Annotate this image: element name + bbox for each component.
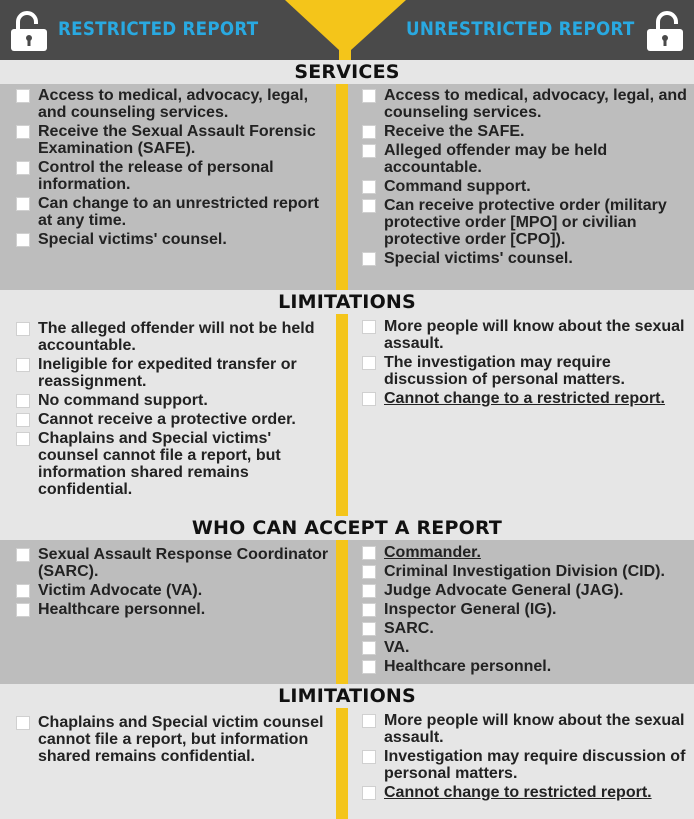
section-title-limitations-2: LIMITATIONS — [278, 685, 416, 707]
list-item: Access to medical, advocacy, legal, and counseling services. — [14, 87, 332, 121]
limitations-2-unrestricted-list — [360, 712, 692, 803]
open-lock-icon — [644, 10, 686, 52]
list-item: Special victims' counsel. — [360, 250, 692, 267]
list-item: Special victims' counsel. — [14, 231, 332, 248]
list-item: Chaplains and Special victim counsel cannot file a report, but information shared remains confidential. — [14, 714, 332, 765]
list-item: More people will know about the sexual assault. — [360, 712, 692, 746]
checkbox-icon — [362, 584, 376, 598]
checkbox-icon — [362, 392, 376, 406]
checkbox-icon — [362, 356, 376, 370]
who-can-accept-unrestricted-list — [360, 544, 692, 677]
list-item: Cannot change to a restricted report. — [360, 390, 692, 407]
list-item: Access to medical, advocacy, legal, and counseling services. — [360, 87, 692, 121]
services-restricted-list — [14, 87, 332, 250]
list-item: Can receive protective order (military protective order [MPO] or civilian protective order [CPO]). — [360, 197, 692, 248]
list-item: Judge Advocate General (JAG). — [360, 582, 692, 599]
checkbox-icon — [16, 197, 30, 211]
list-item: Receive the SAFE. — [360, 123, 692, 140]
list-item: Victim Advocate (VA). — [14, 582, 332, 599]
list-item: More people will know about the sexual assault. — [360, 318, 692, 352]
checkbox-icon — [362, 320, 376, 334]
list-item: Commander. — [360, 544, 692, 561]
list-item: Can change to an unrestricted report at any time. — [14, 195, 332, 229]
checkbox-icon — [362, 125, 376, 139]
list-item: Cannot receive a protective order. — [14, 411, 332, 428]
checkbox-icon — [16, 394, 30, 408]
list-item: Investigation may require discussion of personal matters. — [360, 748, 692, 782]
list-item: No command support. — [14, 392, 332, 409]
checkbox-icon — [16, 584, 30, 598]
limitations-2-restricted-list — [14, 714, 332, 767]
list-item: Cannot change to restricted report. — [360, 784, 692, 801]
checkbox-icon — [16, 233, 30, 247]
checkbox-icon — [362, 622, 376, 636]
list-item: Inspector General (IG). — [360, 601, 692, 618]
who-can-accept-restricted-list — [14, 546, 332, 620]
checkbox-icon — [16, 322, 30, 336]
checkbox-icon — [362, 750, 376, 764]
checkbox-icon — [362, 714, 376, 728]
list-item: Chaplains and Special victims' counsel cannot file a report, but information shared remains confidential. — [14, 430, 332, 498]
limitations-restricted-list — [14, 320, 332, 500]
list-item: Criminal Investigation Division (CID). — [360, 563, 692, 580]
checkbox-icon — [16, 603, 30, 617]
open-lock-icon — [8, 10, 50, 52]
list-item: Command support. — [360, 178, 692, 195]
checkbox-icon — [362, 660, 376, 674]
checkbox-icon — [362, 546, 376, 560]
list-item: Receive the Sexual Assault Forensic Examination (SAFE). — [14, 123, 332, 157]
checkbox-icon — [16, 432, 30, 446]
checkbox-icon — [16, 413, 30, 427]
checkbox-icon — [362, 603, 376, 617]
checkbox-icon — [362, 641, 376, 655]
section-title-who-can-accept: WHO CAN ACCEPT A REPORT — [191, 517, 503, 539]
list-item: Healthcare personnel. — [360, 658, 692, 675]
checkbox-icon — [362, 144, 376, 158]
services-unrestricted-list — [360, 87, 692, 269]
checkbox-icon — [16, 358, 30, 372]
list-item: The investigation may require discussion of personal matters. — [360, 354, 692, 388]
checkbox-icon — [362, 786, 376, 800]
restricted-report-title: RESTRICTED REPORT — [58, 18, 259, 40]
checkbox-icon — [16, 89, 30, 103]
checkbox-icon — [16, 125, 30, 139]
list-item: Sexual Assault Response Coordinator (SARC). — [14, 546, 332, 580]
checkbox-icon — [362, 252, 376, 266]
section-title-services: SERVICES — [294, 61, 400, 83]
checkbox-icon — [362, 565, 376, 579]
checkbox-icon — [362, 199, 376, 213]
section-title-limitations: LIMITATIONS — [278, 291, 416, 313]
unrestricted-report-title: UNRESTRICTED REPORT — [406, 18, 635, 40]
checkbox-icon — [16, 548, 30, 562]
checkbox-icon — [16, 161, 30, 175]
list-item: SARC. — [360, 620, 692, 637]
list-item: Healthcare personnel. — [14, 601, 332, 618]
limitations-unrestricted-list — [360, 318, 692, 409]
list-item: Control the release of personal information. — [14, 159, 332, 193]
list-item: VA. — [360, 639, 692, 656]
checkbox-icon — [362, 180, 376, 194]
checkbox-icon — [362, 89, 376, 103]
checkbox-icon — [16, 716, 30, 730]
list-item: Alleged offender may be held accountable. — [360, 142, 692, 176]
list-item: Ineligible for expedited transfer or reassignment. — [14, 356, 332, 390]
list-item: The alleged offender will not be held accountable. — [14, 320, 332, 354]
